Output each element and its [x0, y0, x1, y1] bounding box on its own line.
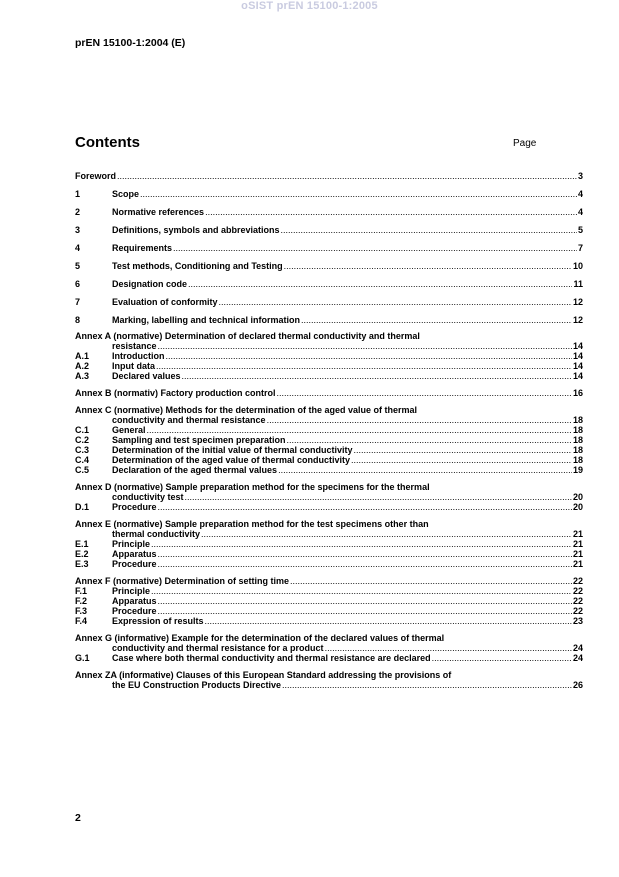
- watermark: oSIST prEN 15100-1:2005: [241, 0, 378, 12]
- toc-entry-title: Apparatus: [112, 596, 157, 606]
- dot-leader: [351, 455, 572, 465]
- dot-leader: [325, 643, 572, 653]
- toc-entry-page: 14: [572, 341, 583, 351]
- dot-leader: [282, 680, 572, 690]
- toc-entry-number: C.2: [75, 435, 90, 445]
- annex-f: [75, 576, 583, 626]
- toc-entry-page: 10: [572, 261, 583, 271]
- toc-entry-page: 20: [572, 502, 583, 512]
- toc-entry-title: Procedure: [112, 502, 157, 512]
- annex-heading-entry[interactable]: [75, 492, 583, 502]
- toc-entry-page: 21: [572, 529, 583, 539]
- toc-subentry[interactable]: [75, 435, 583, 445]
- dot-leader: [173, 243, 577, 253]
- toc-entry-page: 14: [572, 361, 583, 371]
- annex-heading-continuation: resistance: [112, 341, 157, 351]
- toc-subentry[interactable]: [75, 361, 583, 371]
- toc-entry-page: 18: [572, 445, 583, 455]
- toc-subentry[interactable]: [75, 351, 583, 361]
- toc-entry-page: 14: [572, 371, 583, 381]
- annex-e: [75, 519, 583, 569]
- toc-entry-title: Determination of the aged value of thermal conductivity: [112, 455, 351, 465]
- toc-entry-title: Principle: [112, 586, 151, 596]
- toc-entry-number: 5: [75, 261, 81, 271]
- toc-entry-number: 6: [75, 279, 81, 289]
- toc-entry-page: 21: [572, 539, 583, 549]
- page-number: 2: [75, 812, 81, 824]
- toc-entry-page: 24: [572, 643, 583, 653]
- toc-entry-page: 20: [572, 492, 583, 502]
- toc-entry-page: 26: [572, 680, 583, 690]
- toc-entry-page: 21: [572, 549, 583, 559]
- toc-entry-number: A.2: [75, 361, 90, 371]
- toc-entry-title: Principle: [112, 539, 151, 549]
- toc-entry-number: 7: [75, 297, 81, 307]
- toc-entry-number: 8: [75, 315, 81, 325]
- toc-entry-title: Case where both thermal conductivity and thermal resistance are declared: [112, 653, 431, 663]
- annex-heading: Annex E (normative) Sample preparation method for the test specimens other than: [75, 519, 429, 529]
- annex-heading-entry[interactable]: [75, 576, 583, 586]
- toc-entry-number: 2: [75, 207, 81, 217]
- toc-subentry[interactable]: [75, 371, 583, 381]
- toc-subentry[interactable]: [75, 596, 583, 606]
- toc-subentry[interactable]: [75, 616, 583, 626]
- annex-heading: Annex C (normative) Methods for the determination of the aged value of thermal: [75, 405, 418, 415]
- annex-heading-continuation: the EU Construction Products Directive: [112, 680, 282, 690]
- toc-entry-page: 18: [572, 425, 583, 435]
- toc-entry-number: C.3: [75, 445, 90, 455]
- dot-leader: [290, 576, 572, 586]
- annex-heading-entry[interactable]: [75, 680, 583, 690]
- dot-leader: [432, 653, 572, 663]
- toc-entry-title: General: [112, 425, 146, 435]
- toc-entry-title: Procedure: [112, 559, 157, 569]
- toc-entry-number: C.4: [75, 455, 90, 465]
- dot-leader: [278, 465, 572, 475]
- toc-entry-number: F.2: [75, 596, 88, 606]
- annex-heading-continuation: conductivity test: [112, 492, 184, 502]
- table-of-contents: [75, 171, 583, 697]
- dot-leader: [117, 171, 577, 181]
- toc-entry-page: 21: [572, 559, 583, 569]
- toc-entry-title: Evaluation of conformity: [112, 297, 218, 307]
- dot-leader: [182, 371, 572, 381]
- dot-leader: [267, 415, 572, 425]
- toc-entry-page: 7: [577, 243, 583, 253]
- annex-heading: Annex B (normativ) Factory production control: [75, 388, 276, 398]
- toc-entry-page: 19: [572, 465, 583, 475]
- dot-leader: [158, 596, 572, 606]
- dot-leader: [287, 435, 572, 445]
- dot-leader: [201, 529, 572, 539]
- toc-entry-number: G.1: [75, 653, 90, 663]
- dot-leader: [219, 297, 572, 307]
- annex-heading: Annex D (normative) Sample preparation method for the specimens for the thermal: [75, 482, 430, 492]
- toc-entry-page: 4: [577, 207, 583, 217]
- toc-entry-number: 1: [75, 189, 81, 199]
- dot-leader: [151, 539, 572, 549]
- annex-g: [75, 633, 583, 663]
- toc-subentry[interactable]: [75, 539, 583, 549]
- toc-entry[interactable]: [75, 279, 583, 289]
- toc-entry[interactable]: [75, 243, 583, 253]
- dot-leader: [277, 388, 572, 398]
- toc-entry-page: 4: [577, 189, 583, 199]
- toc-subentry[interactable]: [75, 549, 583, 559]
- dot-leader: [284, 261, 572, 271]
- dot-leader: [158, 502, 572, 512]
- toc-subentry[interactable]: [75, 559, 583, 569]
- dot-leader: [166, 351, 572, 361]
- dot-leader: [158, 559, 572, 569]
- annex-d: [75, 482, 583, 512]
- annex-heading-entry[interactable]: [75, 341, 583, 351]
- toc-entry-title: Designation code: [112, 279, 188, 289]
- toc-subentry[interactable]: [75, 586, 583, 596]
- toc-entry-title: Test methods, Conditioning and Testing: [112, 261, 283, 271]
- toc-entry[interactable]: [75, 225, 583, 235]
- toc-entry-number: F.4: [75, 616, 88, 626]
- toc-entry-page: 22: [572, 576, 583, 586]
- toc-entry-title: Requirements: [112, 243, 173, 253]
- annex-c: [75, 405, 583, 475]
- toc-entry-number: 4: [75, 243, 81, 253]
- toc-entry-title: Declaration of the aged thermal values: [112, 465, 278, 475]
- dot-leader: [188, 279, 572, 289]
- annex-b: [75, 388, 583, 398]
- toc-entry-page: 3: [577, 171, 583, 181]
- toc-entry-number: A.3: [75, 371, 90, 381]
- toc-entry[interactable]: [75, 207, 583, 217]
- toc-entry-page: 12: [572, 315, 583, 325]
- dot-leader: [281, 225, 577, 235]
- toc-subentry[interactable]: [75, 502, 583, 512]
- dot-leader: [158, 549, 572, 559]
- dot-leader: [147, 425, 572, 435]
- dot-leader: [205, 616, 572, 626]
- toc-entry-title: Introduction: [112, 351, 165, 361]
- toc-entry-number: E.2: [75, 549, 89, 559]
- dot-leader: [185, 492, 572, 502]
- annex-heading: Annex F (normative) Determination of setting time: [75, 576, 290, 586]
- annex-heading-continuation: thermal conductivity: [112, 529, 201, 539]
- toc-entry[interactable]: [75, 297, 583, 307]
- annex-heading-entry[interactable]: [75, 643, 583, 653]
- toc-entry-page: 5: [577, 225, 583, 235]
- toc-entry-title: Apparatus: [112, 549, 157, 559]
- toc-entry-page: 23: [572, 616, 583, 626]
- toc-entry-page: 22: [572, 586, 583, 596]
- dot-leader: [354, 445, 572, 455]
- toc-entry-number: E.1: [75, 539, 89, 549]
- document-id: prEN 15100-1:2004 (E): [75, 37, 186, 49]
- toc-entry-title: Marking, labelling and technical information: [112, 315, 301, 325]
- toc-subentry[interactable]: [75, 425, 583, 435]
- annex-heading-entry[interactable]: [75, 415, 583, 425]
- toc-entry-page: 22: [572, 606, 583, 616]
- toc-entry-title: Scope: [112, 189, 140, 199]
- toc-entry-page: 22: [572, 596, 583, 606]
- annex-heading-continuation: conductivity and thermal resistance for a product: [112, 643, 324, 653]
- annex-heading-entry[interactable]: [75, 529, 583, 539]
- toc-entry-title: Procedure: [112, 606, 157, 616]
- toc-subentry[interactable]: [75, 455, 583, 465]
- toc-entry-number: F.3: [75, 606, 88, 616]
- toc-entry-page: 24: [572, 653, 583, 663]
- toc-entry-number: 3: [75, 225, 81, 235]
- toc-entry[interactable]: [75, 315, 583, 325]
- toc-entry-title: Sampling and test specimen preparation: [112, 435, 286, 445]
- toc-entry[interactable]: [75, 189, 583, 199]
- toc-entry-page: 16: [572, 388, 583, 398]
- dot-leader: [156, 361, 572, 371]
- toc-entry-title: Expression of results: [112, 616, 204, 626]
- annex-a: [75, 331, 583, 381]
- annex-heading: Annex ZA (informative) Clauses of this European Standard addressing the provisions of: [75, 670, 452, 680]
- toc-subentry[interactable]: [75, 653, 583, 663]
- toc-entry-number: F.1: [75, 586, 88, 596]
- page-title: Contents: [75, 134, 140, 151]
- toc-entry-number: C.1: [75, 425, 90, 435]
- toc-entry-page: 11: [573, 279, 583, 289]
- toc-entry-title: Definitions, symbols and abbreviations: [112, 225, 280, 235]
- toc-entry-title: Determination of the initial value of thermal conductivity: [112, 445, 353, 455]
- toc-entry-page: 18: [572, 455, 583, 465]
- dot-leader: [158, 341, 572, 351]
- toc-subentry[interactable]: [75, 445, 583, 455]
- annex-heading-continuation: conductivity and thermal resistance: [112, 415, 266, 425]
- annex-heading-entry[interactable]: [75, 388, 583, 398]
- toc-subentry[interactable]: [75, 465, 583, 475]
- toc-entry-page: 12: [572, 297, 583, 307]
- annex-za: [75, 670, 583, 690]
- page-column-label: Page: [513, 138, 537, 149]
- toc-entry-number: C.5: [75, 465, 90, 475]
- toc-entry-page: 18: [572, 435, 583, 445]
- toc-entry-title: Normative references: [112, 207, 205, 217]
- toc-entry[interactable]: [75, 171, 583, 181]
- toc-entry-page: 14: [572, 351, 583, 361]
- dot-leader: [301, 315, 572, 325]
- toc-entry-page: 18: [572, 415, 583, 425]
- toc-entry-title: Input data: [112, 361, 155, 371]
- toc-entry-number: E.3: [75, 559, 89, 569]
- toc-entry[interactable]: [75, 261, 583, 271]
- dot-leader: [151, 586, 572, 596]
- toc-subentry[interactable]: [75, 606, 583, 616]
- toc-entry-number: D.1: [75, 502, 90, 512]
- toc-entry-title: Foreword: [75, 171, 117, 181]
- main-entries: [75, 171, 583, 325]
- toc-entry-number: A.1: [75, 351, 90, 361]
- annex-heading: Annex G (informative) Example for the determination of the declared values of thermal: [75, 633, 445, 643]
- dot-leader: [140, 189, 577, 199]
- annex-heading: Annex A (normative) Determination of declared thermal conductivity and thermal: [75, 331, 420, 341]
- dot-leader: [205, 207, 577, 217]
- toc-entry-title: Declared values: [112, 371, 181, 381]
- dot-leader: [158, 606, 572, 616]
